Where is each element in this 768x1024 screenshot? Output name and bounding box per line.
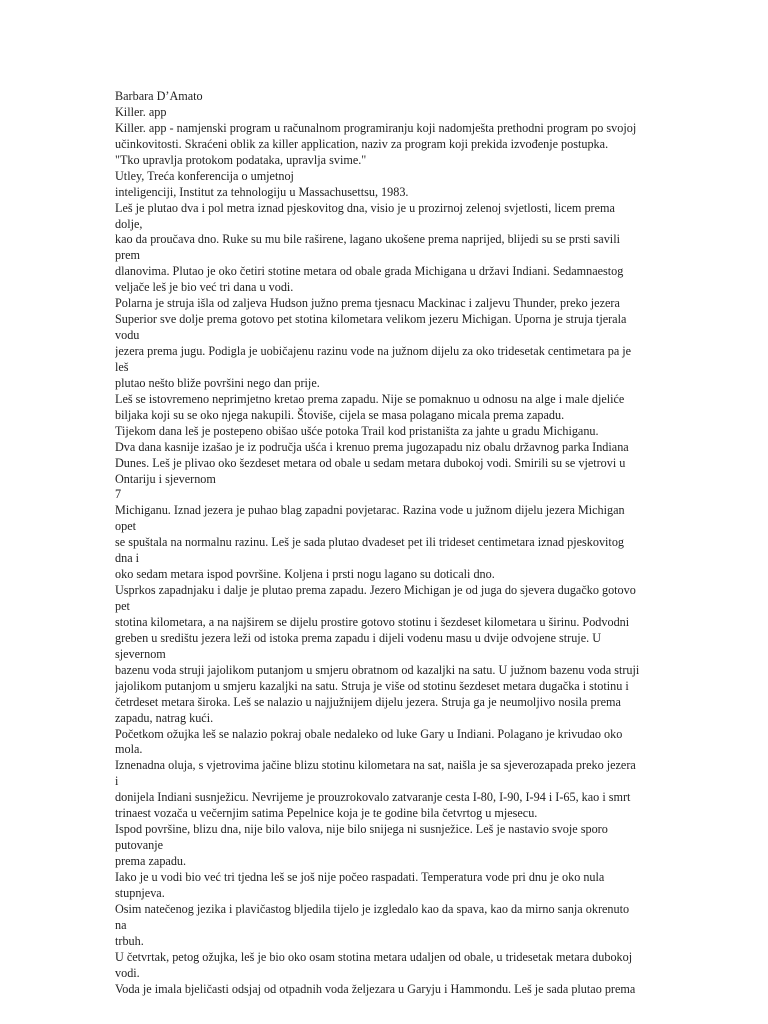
text-line: U četvrtak, petog ožujka, leš je bio oko osam stotina metara udaljen od obale, u tridesetak metara dubokoj [115,949,633,964]
text-line: Leš se istovremeno neprimjetno kretao prema zapadu. Nije se pomaknuo u odnosu na alge i male djeliće [115,391,625,406]
text-line: Barbara D’Amato [115,89,203,103]
text-line: Dunes. Leš je plivao oko šezdeset metara od obale u sedam metara dubokoj vodi. Smirili su se vjetrovi u [115,455,626,470]
text-line: trbuh. [115,933,144,948]
text-line: i [115,774,119,789]
text-line: se spuštala na normalnu razinu. Leš je sada plutao dvadeset pet ili trideset centimetara iznad pjeskovitog [115,535,625,550]
text-line: učinkovitosti. Skraćeni oblik za killer application, naziv za program koji prekida izvođenje postupka. [115,136,609,151]
text-line: Killer. app [115,104,167,119]
text-line: na [115,917,127,932]
text-line: Iako je u vodi bio već tri tjedna leš se još nije počeo raspadati. Temperatura vode pri dnu je oko nula [115,869,605,884]
text-line: dna i [115,551,140,566]
text-line: Osim natečenog jezika i plavičastog bljedila tijelo je izgledalo kao da spava, kao da mirno sanja okrenuto [115,901,630,916]
text-line: sjevernom [115,646,166,661]
text-line: mola. [115,742,143,757]
text-line: Usprkos zapadnjaku i dalje je plutao prema zapadu. Jezero Michigan je od juga do sjevera dugačko gotovo [115,583,636,598]
text-line: pet [115,599,130,613]
text-line: Superior sve dolje prema gotovo pet stotina kilometara velikom jezeru Michigan. Uporna je struja tjerala [115,312,627,327]
text-line: Voda je imala bjeličasti odsjaj od otpadnih voda željezara u Garyju i Hammondu. Leš je sada plutao prema [115,981,636,996]
text-line: Iznenadna oluja, s vjetrovima jačine blizu stotinu kilometara na sat, naišla je sa sjeverozapada preko jezera [115,758,636,773]
text-line: Polarna je struja išla od zaljeva Hudson južno prema tjesnacu Mackinac i zaljevu Thunder, preko jezera [115,296,620,311]
text-line: "Tko upravlja protokom podataka, upravlja svime." [115,152,367,167]
text-line: stotina kilometara, a na najširem se dijelu prostire gotovo stotinu i šezdeset kilometara u širinu. Podvodni [115,614,630,629]
text-line: biljaka koji su se oko njega nakupili. Štoviše, cijela se masa polagano micala prema zapadu. [115,407,565,422]
text-line: zapadu, natrag kući. [115,710,214,725]
text-line: kao da proučava dno. Ruke su mu bile raširene, lagano ukošene prema naprijed, blijedi su se prsti savili [115,232,620,247]
text-line: opet [115,519,136,534]
text-line: inteligenciji, Institut za tehnologiju u Massachusettsu, 1983. [115,184,409,199]
text-line: vodu [115,328,140,343]
text-line: 7 [115,487,122,502]
text-line: dlanovima. Plutao je oko četiri stotine metara od obale grada Michigana u državi Indiani. Sedamnaestog [115,264,624,279]
text-line: donijela Indiani susnježicu. Nevrijeme je prouzrokovalo zatvaranje cesta I-80, I-90, I-94 i I-65, kao i smrt [115,790,631,805]
text-line: jezera prema jugu. Podigla je uobičajenu razinu vode na južnom dijelu za oko tridesetak centimetara pa je [115,344,632,358]
text-line: oko sedam metara ispod površine. Koljena i prsti nogu lagano su doticali dno. [115,567,495,582]
text-line: dolje, [115,216,143,231]
text-line: Početkom ožujka leš se nalazio pokraj obale nedaleko od luke Gary u Indiani. Polagano je krivudao oko [115,726,623,741]
text-line: putovanje [115,838,164,853]
text-line: Ontariju i sjevernom [115,471,216,486]
text-line: jajolikom putanjom u smjeru kazaljki na satu. Struja je više od stotinu šezdeset metara dugačka i stotinu i [115,678,629,693]
text-line: plutao nešto bliže površini nego dan prije. [115,375,320,390]
document-text-body [115,89,660,997]
text-line: greben u središtu jezera leži od istoka prema zapadu i dijeli vodenu masu u dvije odvojene struje. U [115,630,601,645]
text-line: Michiganu. Iznad jezera je puhao blag zapadni povjetarac. Razina vode u južnom dijelu jezera Michigan [115,503,625,518]
text-line: veljače leš je bio već tri dana u vodi. [115,280,294,295]
text-line: Utley, Treća konferencija o umjetnoj [115,168,294,183]
text-line: trinaest vozača u večernjim satima Pepelnice koja je te godine bila četvrtog u mjesecu. [115,806,538,821]
text-line: Leš je plutao dva i pol metra iznad pjeskovitog dna, visio je u prozirnoj zelenoj svjetlosti, licem prema [115,200,615,215]
text-line: stupnjeva. [115,885,165,900]
text-line: Dva dana kasnije izašao je iz područja ušća i krenuo prema jugozapadu niz obalu državnog parka Indiana [115,439,629,454]
text-line: Ispod površine, blizu dna, nije bilo valova, nije bilo snijega ni susnježice. Leš je nastavio svoje sporo [115,822,608,837]
text-line: Killer. app - namjenski program u računalnom programiranju koji nadomješta prethodni program po svojoj [115,120,637,135]
text-line: četrdeset metara široka. Leš se nalazio u najjužnijem dijelu jezera. Struja ga je neumoljivo nosila prema [115,694,621,709]
text-line: bazenu voda struji jajolikom putanjom u smjeru obratnom od kazaljki na satu. U južnom bazenu voda struji [115,662,640,677]
text-line: prema zapadu. [115,854,187,868]
text-line: leš [115,359,129,374]
text-line: Tijekom dana leš je postepeno obišao ušće potoka Trail kod pristaništa za jahte u gradu Michiganu. [115,423,599,438]
text-line: vodi. [115,965,140,980]
text-line: prem [115,248,141,263]
